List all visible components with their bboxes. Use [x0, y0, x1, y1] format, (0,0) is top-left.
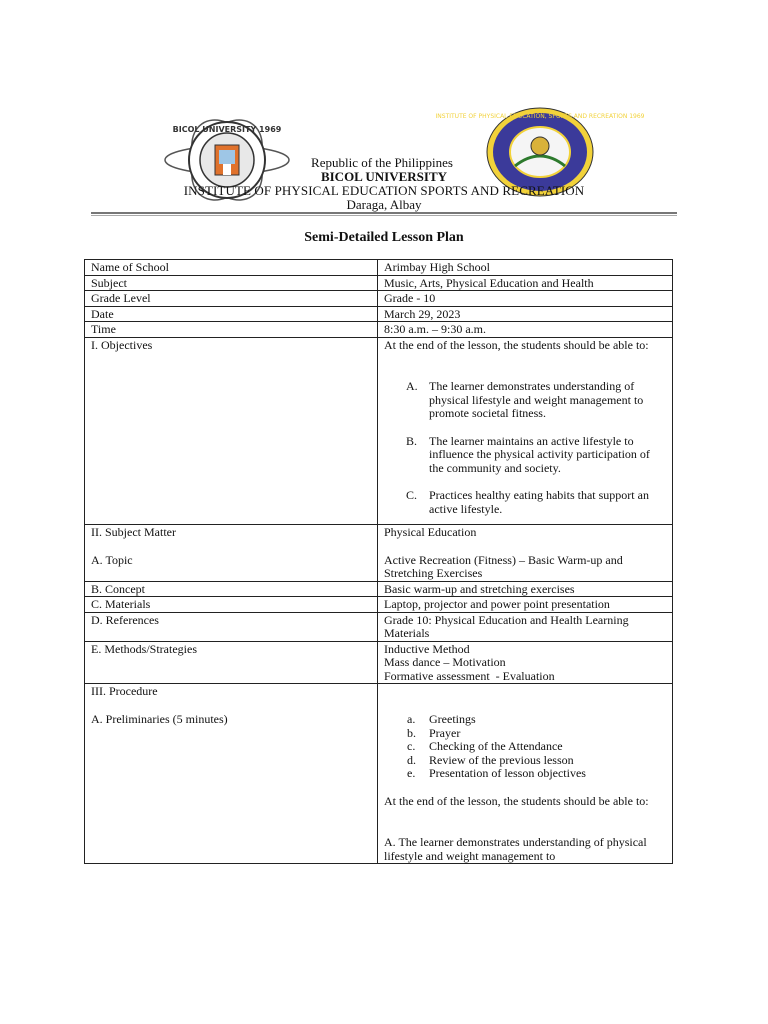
table-row: [85, 260, 673, 276]
procedure-objective-a: A. The learner demonstrates understanding of physical lifestyle and weight management to: [384, 835, 647, 863]
subject-matter-value-cell: Physical Education Active Recreation (Fitness) – Basic Warm-up and Stretching Exercises: [378, 525, 673, 582]
table-row: [85, 612, 673, 641]
row-value: March 29, 2023: [378, 306, 673, 322]
table-row: [85, 597, 673, 613]
row-label: Name of School: [85, 260, 378, 276]
table-row: [85, 291, 673, 307]
header-institute: INSTITUTE OF PHYSICAL EDUCATION SPORTS AND RECREATION: [183, 183, 585, 198]
header-university: BICOL UNIVERSITY: [320, 169, 448, 184]
table-row: [85, 581, 673, 597]
header-location: Daraga, Albay: [346, 197, 422, 212]
list-item: C. Practices healthy eating habits that support an active lifestyle.: [406, 488, 649, 516]
seal-text: BICOL UNIVERSITY 1969: [172, 125, 282, 134]
table-row: [85, 275, 673, 291]
row-value: Grade 10: Physical Education and Health Learning Materials: [378, 612, 673, 641]
header-divider-thin: [91, 215, 677, 216]
lesson-plan-table: [84, 259, 673, 864]
row-label: D. References: [85, 612, 378, 641]
row-label: C. Materials: [85, 597, 378, 613]
header-republic: Republic of the Philippines: [311, 155, 453, 170]
table-row-objectives: [85, 337, 673, 525]
row-label: Grade Level: [85, 291, 378, 307]
list-item: e. Presentation of lesson objectives: [407, 766, 586, 780]
document-title: Semi-Detailed Lesson Plan: [304, 230, 464, 245]
table-row-methods: [85, 641, 673, 684]
list-item: B. The learner maintains an active lifestyle to influence the physical activity participation of the community and society.: [406, 433, 650, 475]
preliminaries-list: [384, 713, 667, 781]
subject-matter-label-cell: II. Subject Matter A. Topic: [85, 525, 378, 582]
procedure-intro: At the end of the lesson, the students should be able to:: [384, 793, 649, 808]
methods-cell: Inductive Method Mass dance – Motivation Formative assessment - Evaluation: [378, 641, 673, 684]
list-item: A. The learner demonstrates understanding of physical lifestyle and weight management to promote societal fitness.: [406, 379, 644, 420]
table-row: [85, 306, 673, 322]
objectives-list: [384, 380, 667, 516]
header-divider: [91, 212, 677, 214]
row-label: B. Concept: [85, 581, 378, 597]
row-label: E. Methods/Strategies: [85, 641, 378, 684]
row-value: Arimbay High School: [378, 260, 673, 276]
procedure-value-cell: [378, 684, 673, 864]
table-row-subject-matter: [85, 525, 673, 582]
table-row-procedure: [85, 684, 673, 864]
row-value: 8:30 a.m. – 9:30 a.m.: [378, 322, 673, 338]
row-label: Time: [85, 322, 378, 338]
row-value: Laptop, projector and power point presentation: [378, 597, 673, 613]
list-item: a. Greetings: [407, 712, 476, 726]
row-label: Date: [85, 306, 378, 322]
row-value: Basic warm-up and stretching exercises: [378, 581, 673, 597]
list-item: c. Checking of the Attendance: [407, 739, 563, 753]
objectives-intro: At the end of the lesson, the students should be able to:: [384, 337, 649, 352]
row-label: Subject: [85, 275, 378, 291]
row-value: Music, Arts, Physical Education and Health: [378, 275, 673, 291]
row-label: I. Objectives: [85, 337, 378, 525]
row-value: Grade - 10: [378, 291, 673, 307]
objectives-cell: [378, 337, 673, 525]
list-item: b. Prayer: [407, 725, 461, 740]
table-row: [85, 322, 673, 338]
seal-text: INSTITUTE OF PHYSICAL EDUCATION, SPORTS AND RECREATION 1969: [435, 113, 645, 120]
procedure-label-cell: III. Procedure A. Preliminaries (5 minutes): [85, 684, 378, 864]
list-item: d. Review of the previous lesson: [407, 752, 574, 767]
